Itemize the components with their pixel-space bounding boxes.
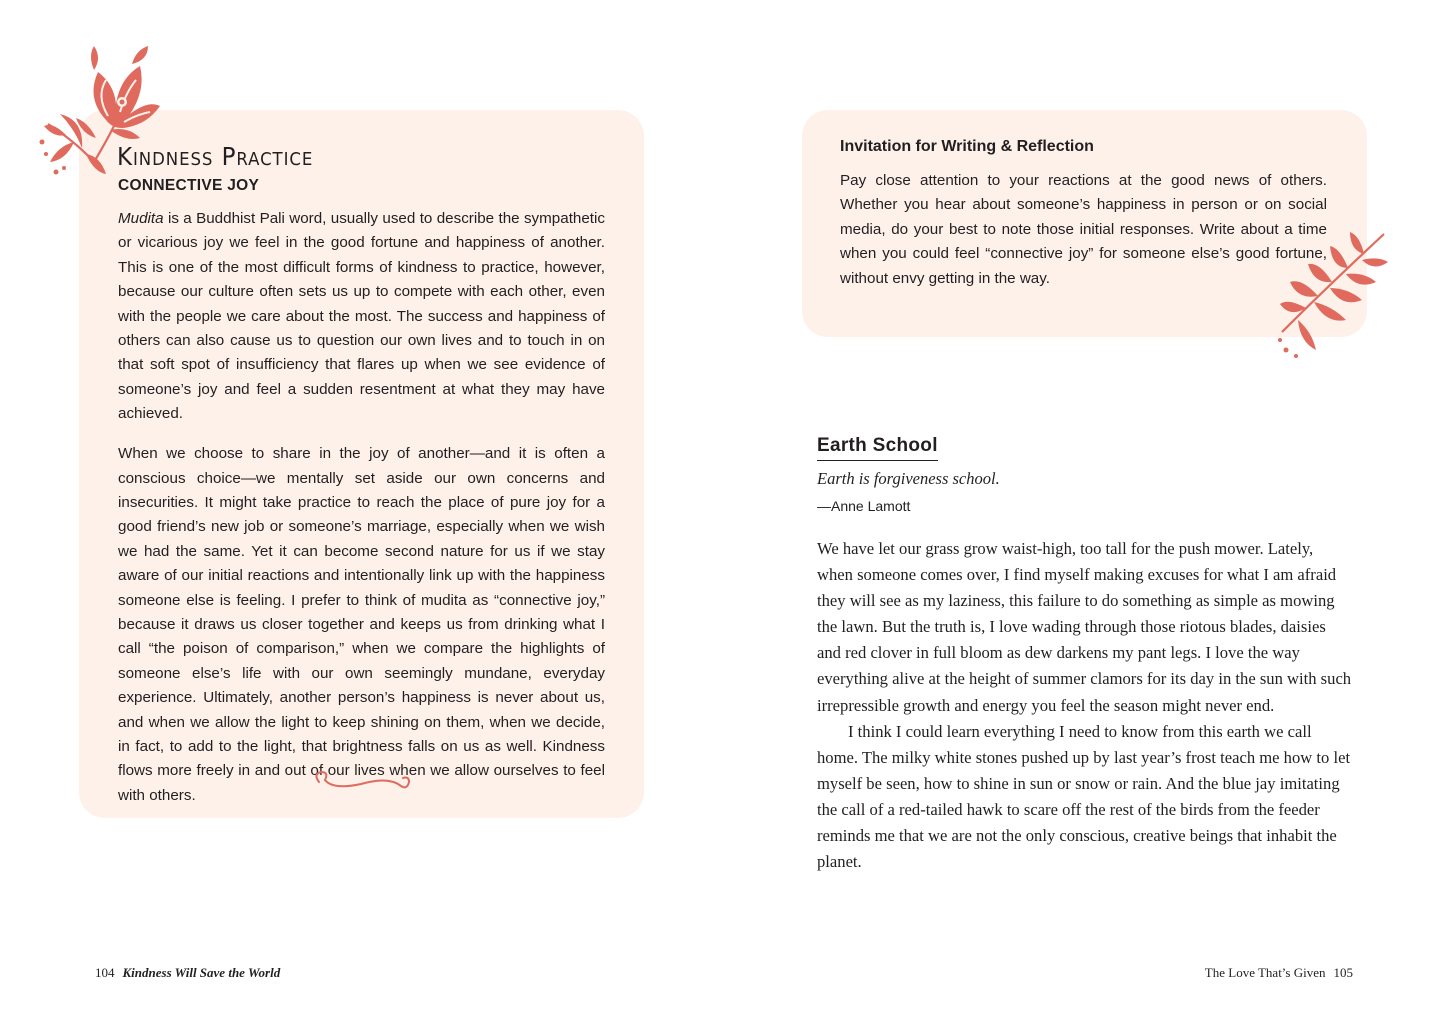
earth-paragraph-2: I think I could learn everything I need to know from this earth we call home. The milky white stones pushed up by last year’s frost teach me how to let myself be seen, how to shine in sun or snow or rain. And the blue jay imitating the call of a red-tailed hawk to scare off the rest of the birds from the feeder reminds me that we are not the only conscious, creative beings that inhabit the planet. <box>817 721 1351 872</box>
earth-school-title: Earth School <box>817 435 938 461</box>
right-running-title: The Love That’s Given <box>1204 965 1326 980</box>
invitation-body: Pay close attention to your reactions at the good news of others. Whether you hear about someone’s happiness in person or on social media, do your best to note those initial responses. Write about a time when you could feel “connective joy” for someone else’s good fortune, without envy getting in the way. <box>840 172 1327 287</box>
practice-subtitle: CONNECTIVE JOY <box>118 177 260 194</box>
practice-title: Kindness Practice <box>117 142 314 171</box>
left-footer <box>95 965 280 981</box>
practice-paragraph-2: When we choose to share in the joy of another—and it is often a conscious choice—we mentally set aside our own concerns and insecurities. It might take practice to reach the place of pure joy for a good friend’s new job or someone’s marriage, especially when we wish we had the same. Yet it can become second nature for us if we stay aware of our initial reactions and intentionally link up with the happiness someone else is feeling. I prefer to think of mudita as “connective joy,” because it draws us closer together and keeps us from drinking what I call “the poison of comparison,” when we compare the highlights of someone else’s life with our own seemingly mundane, everyday experience. Ultimately, another person’s happiness is never about us, and when we allow the light to keep shining on them, when we decide, in fact, to add to the light, that brightness falls on us as well. Kindness flows more freely in and out of our lives when we allow ourselves to feel with others. <box>118 445 605 804</box>
practice-paragraph-1 <box>118 207 605 427</box>
left-page-number: 104 <box>95 965 115 980</box>
invitation-title: Invitation for Writing & Reflection <box>840 138 1094 155</box>
right-page-number: 105 <box>1333 965 1353 980</box>
paragraph-1-text: is a Buddhist Pali word, usually used to describe the sympathetic or vicarious joy we feel in the good fortune and happiness of another. This is one of the most difficult forms of kindness to practice, however, because our culture often sets us up to compete with each other, even with the people we care about the most. The success and happiness of others can also cause us to question our own lives and to touch in on that soft spot of insufficiency that flares up when we see evidence of someone’s joy and feel a sudden resentment at what they may have achieved. <box>118 210 605 423</box>
mudita-term: Mudita <box>118 210 164 227</box>
left-running-title: Kindness Will Save the World <box>122 965 281 980</box>
earth-school-body <box>817 536 1352 875</box>
epigraph-author: —Anne Lamott <box>817 498 911 514</box>
practice-body <box>118 207 605 824</box>
earth-paragraph-1: We have let our grass grow waist-high, too tall for the push mower. Lately, when someone comes over, I find myself making excuses for what I am afraid they will see as my laziness, this failure to do something as simple as mowing the lawn. But the truth is, I love wading through those riotous blades, daisies and red clover in full bloom as dew darkens my pant legs. I love the way everything alive at the height of summer clamors for its day in the sun with such irrepressible growth and energy you feel the season might never end. <box>817 539 1352 715</box>
right-footer <box>1205 965 1353 981</box>
swirl-divider-icon <box>309 768 413 794</box>
epigraph-quote: Earth is forgiveness school. <box>817 469 1000 488</box>
